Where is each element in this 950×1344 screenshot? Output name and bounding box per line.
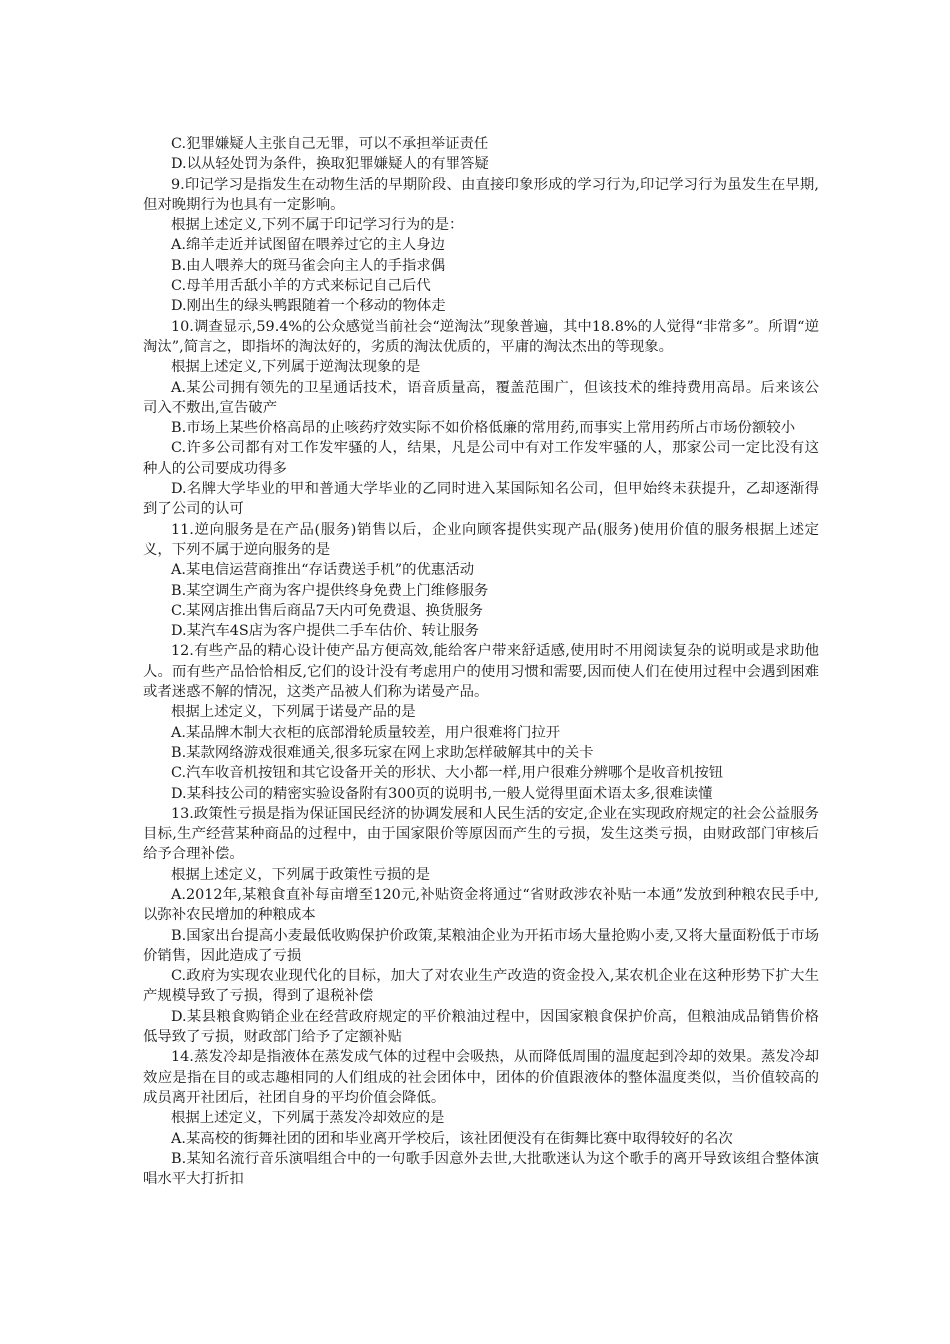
text-line: B.某款网络游戏很难通关,很多玩家在网上求助怎样破解其中的关卡 [171, 744, 594, 761]
paragraph: A.某高校的街舞社团的团和毕业离开学校后，该社团便没有在街舞比赛中取得较好的名次 [171, 1130, 733, 1147]
text-line: A.某电信运营商推出“存话费送手机”的优惠活动 [171, 562, 475, 579]
text-line: C.汽车收音机按钮和其它设备开关的形状、大小都一样,用户很难分辨哪个是收音机按钮 [171, 765, 724, 782]
paragraph: C.许多公司都有对工作发牢骚的人，结果，凡是公司中有对工作发牢骚的人，那家公司一定比没有这种人的公司要成功得多 [143, 440, 819, 477]
paragraph: D.名牌大学毕业的甲和普通大学毕业的乙同时进入某国际知名公司，但甲始终未获提升，乙却逐渐得到了公司的认可 [143, 481, 819, 518]
text-line: D.刚出生的绿头鸭跟随着一个移动的物体走 [171, 298, 446, 315]
text-line: 根据上述定义，下列属于政策性亏损的是 [171, 866, 431, 883]
paragraph: 14.蒸发冷却是指液体在蒸发成气体的过程中会吸热，从而降低周围的温度起到冷却的效果。蒸发冷却效应是指在目的或志趣相同的人们组成的社会团体中，团体的价值跟液体的整体温度类似，当价值较高的成员离开社团后，社团自身的平均价值会降低。 [143, 1049, 819, 1106]
paragraph: 10.调查显示,59.4%的公众感觉当前社会“逆淘汰”现象普遍，其中18.8%的人觉得“非常多”。所谓“逆淘汰”,简言之，即指坏的淘汰好的，劣质的淘汰优质的，平庸的淘汰杰出的等现象。 [143, 318, 819, 355]
text-line: C.某网店推出售后商品7天内可免费退、换货服务 [171, 602, 484, 619]
text-line: C.犯罪嫌疑人主张自己无罪，可以不承担举证责任 [171, 136, 489, 152]
text-line: B.由人喂养大的斑马雀会向主人的手指求偶 [171, 257, 446, 274]
text-line: B.某空调生产商为客户提供终身免费上门维修服务 [171, 582, 489, 599]
paragraph: C.政府为实现农业现代化的目标，加大了对农业生产改造的资金投入,某农机企业在这种形势下扩大生产规模导致了亏损，得到了退税补偿 [143, 968, 819, 1005]
paragraph: 12.有些产品的精心设计使产品方便高效,能给客户带来舒适感,使用时不用阅读复杂的说明或是求助他人。而有些产品恰恰相反,它们的设计没有考虑用户的使用习惯和需要,因而使人们在使用过程中会遇到困难或者迷惑不解的情况，这类产品被人们称为诺曼产品。 [143, 643, 819, 701]
paragraph: D.某县粮食购销企业在经营政府规定的平价粮油过程中，因国家粮食保护价高，但粮油成品销售价格低导致了亏损，财政部门给予了定额补贴 [143, 1008, 819, 1046]
text-line: D.某科技公司的精密实验设备附有300页的说明书,一般人觉得里面术语太多,很难读懂 [171, 785, 713, 802]
text-line: D.以从轻处罚为条件，换取犯罪嫌疑人的有罪答疑 [171, 156, 489, 173]
paragraph: 11.逆向服务是在产品(服务)销售以后，企业向顾客提供实现产品(服务)使用价值的服务根据上述定义，下列不属于逆向服务的是 [143, 521, 819, 558]
text-line: D.某汽车4S店为客户提供二手车估价、转让服务 [171, 623, 480, 640]
text-line: 根据上述定义，下列属于蒸发冷却效应的是 [171, 1110, 445, 1127]
paragraph: B.市场上某些价格高昂的止咳药疗效实际不如价格低廉的常用药,而事实上常用药所占市场份额较小 [171, 420, 796, 437]
text-line: 根据上述定义，下列属于诺曼产品的是 [171, 704, 416, 721]
document-page [143, 134, 819, 1189]
paragraph: A.2012年,某粮食直补每亩增至120元,补贴资金将通过“省财政涉农补贴一本通”发放到种粮农民手中,以弥补农民增加的种粮成本 [143, 886, 819, 924]
text-line: C.母羊用舌舐小羊的方式来标记自己后代 [171, 278, 431, 295]
paragraph: B.国家出台提高小麦最低收购保护价政策,某粮油企业为开拓市场大量抢购小麦,又将大量面粉低于市场价销售，因此造成了亏损 [143, 927, 819, 964]
paragraph: 13.政策性亏损是指为保证国民经济的协调发展和人民生活的安定,企业在实现政府规定的社会公益服务目标,生产经营某种商品的过程中，由于国家限价等原因而产生的亏损，发生这类亏损，由财政部门审核后给予合理补偿。 [143, 805, 819, 863]
paragraph: A.某公司拥有领先的卫星通话技术，语音质量高，覆盖范围广，但该技术的维持费用高昂。后来该公司入不敷出,宣告破产 [143, 379, 819, 416]
text-line: 根据上述定义,下列不属于印记学习行为的是： [171, 217, 464, 234]
text-line: 根据上述定义,下列属于逆淘汰现象的是 [171, 359, 421, 376]
paragraph: B.某知名流行音乐演唱组合中的一句歌手因意外去世,大批歌迷认为这个歌手的离开导致该组合整体演唱水平大打折扣 [143, 1150, 819, 1188]
paragraph: 9.印记学习是指发生在动物生活的早期阶段、由直接印象形成的学习行为,印记学习行为虽发生在早期,但对晚期行为也具有一定影响。 [143, 176, 819, 213]
text-line: A.某品牌木制大衣柜的底部滑轮质量较差，用户很难将门拉开 [171, 724, 561, 741]
text-line: A.绵羊走近并试图留在喂养过它的主人身边 [171, 237, 445, 254]
